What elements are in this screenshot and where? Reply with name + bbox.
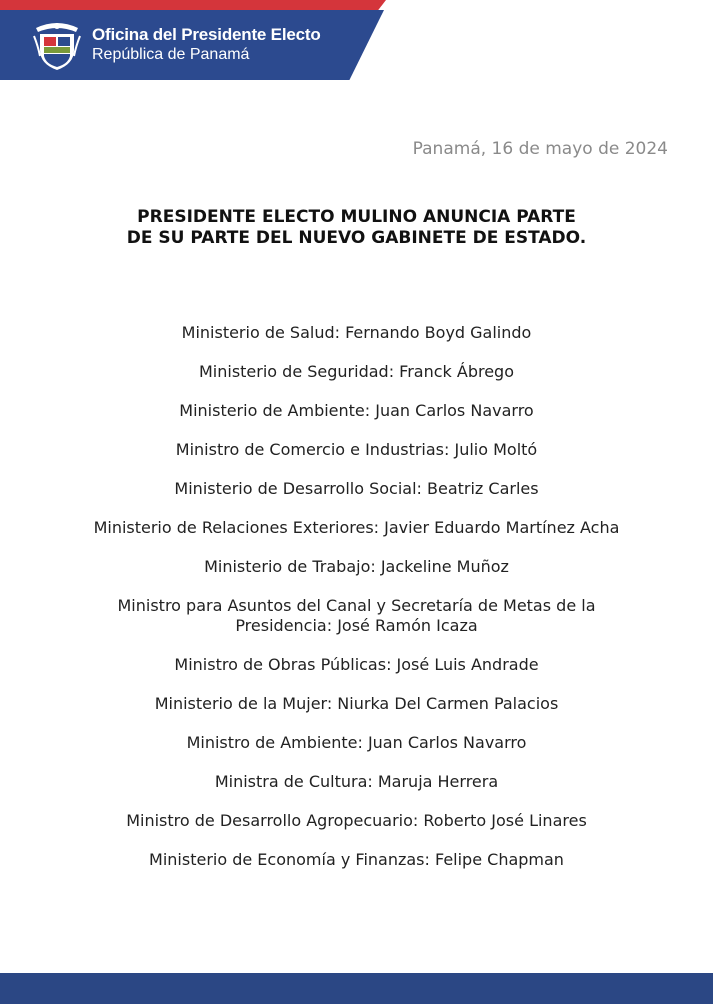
header-red-stripe <box>0 0 386 10</box>
appointments-list <box>20 323 693 889</box>
headline-line-1: PRESIDENTE ELECTO MULINO ANUNCIA PARTE <box>137 207 576 227</box>
office-name: Oficina del Presidente Electo <box>92 25 321 44</box>
list-item: Ministro de Comercio e Industrias: Julio Moltó <box>175 440 538 459</box>
list-item: Ministro de Desarrollo Agropecuario: Roberto José Linares <box>126 811 587 830</box>
list-item: Ministro para Asuntos del Canal y Secretaría de Metas de la Presidencia: José Ramón Icaza <box>117 596 596 635</box>
footer-bar <box>0 973 713 1004</box>
list-item: Ministro de Ambiente: Juan Carlos Navarro <box>186 733 527 752</box>
list-item: Ministerio de Relaciones Exteriores: Javier Eduardo Martínez Acha <box>93 518 620 537</box>
list-item: Ministerio de Economía y Finanzas: Felipe Chapman <box>149 850 564 869</box>
list-item: Ministra de Cultura: Maruja Herrera <box>214 772 499 791</box>
list-item: Ministerio de Ambiente: Juan Carlos Navarro <box>179 401 534 420</box>
list-item: Ministerio de Trabajo: Jackeline Muñoz <box>204 557 509 576</box>
office-subtitle: República de Panamá <box>92 46 250 63</box>
list-item: Ministerio de la Mujer: Niurka Del Carmen Palacios <box>154 694 559 713</box>
page-title <box>0 207 713 249</box>
list-item: Ministerio de Seguridad: Franck Ábrego <box>198 362 514 381</box>
list-item: Ministro de Obras Públicas: José Luis Andrade <box>174 655 539 674</box>
date-line: Panamá, 16 de mayo de 2024 <box>412 139 668 159</box>
panama-coat-of-arms-icon <box>32 16 82 72</box>
list-item: Ministerio de Desarrollo Social: Beatriz Carles <box>174 479 539 498</box>
list-item: Ministerio de Salud: Fernando Boyd Galindo <box>181 323 532 342</box>
headline-line-2: DE SU PARTE DEL NUEVO GABINETE DE ESTADO. <box>126 228 587 248</box>
